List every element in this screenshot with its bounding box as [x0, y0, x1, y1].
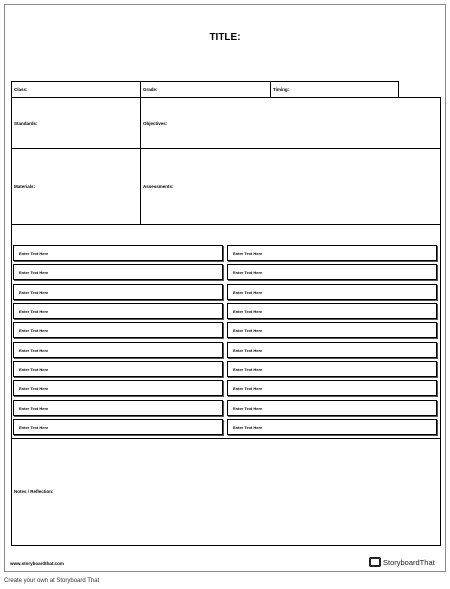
field-placeholder: Enter Text Here [233, 309, 263, 314]
field-placeholder: Enter Text Here [19, 367, 49, 372]
field-placeholder: Enter Text Here [19, 309, 49, 314]
brand-name: StoryboardThat [383, 557, 435, 567]
text-field-left-6[interactable] [13, 342, 223, 358]
text-field-right-8[interactable] [227, 380, 437, 396]
field-placeholder: Enter Text Here [19, 425, 49, 430]
notes-label: Notes / Reflection: [14, 489, 54, 494]
class-label: Class: [14, 87, 28, 92]
timing-cell[interactable] [270, 81, 399, 98]
text-field-right-1[interactable] [227, 245, 437, 261]
field-placeholder: Enter Text Here [233, 406, 263, 411]
text-field-right-7[interactable] [227, 361, 437, 377]
text-field-left-8[interactable] [13, 380, 223, 396]
field-placeholder: Enter Text Here [233, 290, 263, 295]
storyboardthat-logo [369, 557, 435, 567]
footer-url: www.storyboardthat.com [10, 561, 64, 566]
field-placeholder: Enter Text Here [233, 270, 263, 275]
text-field-left-10[interactable] [13, 419, 223, 435]
field-placeholder: Enter Text Here [233, 328, 263, 333]
grade-cell[interactable] [140, 81, 271, 98]
notes-cell[interactable] [11, 438, 441, 546]
field-placeholder: Enter Text Here [19, 348, 49, 353]
field-placeholder: Enter Text Here [233, 425, 263, 430]
class-cell[interactable] [11, 81, 141, 98]
assessments-cell[interactable] [140, 148, 441, 225]
text-field-left-3[interactable] [13, 284, 223, 300]
text-field-right-5[interactable] [227, 322, 437, 338]
text-field-right-6[interactable] [227, 342, 437, 358]
assessments-label: Assessments: [143, 184, 174, 189]
field-placeholder: Enter Text Here [233, 367, 263, 372]
objectives-label: Objectives: [143, 121, 168, 126]
text-field-left-1[interactable] [13, 245, 223, 261]
field-placeholder: Enter Text Here [233, 348, 263, 353]
storyboard-icon [369, 557, 381, 567]
text-field-right-4[interactable] [227, 303, 437, 319]
text-field-left-9[interactable] [13, 400, 223, 416]
materials-label: Materials: [14, 184, 36, 189]
field-placeholder: Enter Text Here [19, 270, 49, 275]
timing-label: Timing: [273, 87, 290, 92]
text-field-right-10[interactable] [227, 419, 437, 435]
field-placeholder: Enter Text Here [19, 290, 49, 295]
field-placeholder: Enter Text Here [19, 251, 49, 256]
objectives-cell[interactable] [140, 97, 441, 149]
grade-label: Grade: [143, 87, 158, 92]
text-field-left-2[interactable] [13, 264, 223, 280]
field-placeholder: Enter Text Here [19, 328, 49, 333]
text-field-left-5[interactable] [13, 322, 223, 338]
worksheet-title[interactable]: TITLE: [209, 32, 241, 43]
field-placeholder: Enter Text Here [233, 251, 263, 256]
text-field-left-4[interactable] [13, 303, 223, 319]
field-placeholder: Enter Text Here [19, 406, 49, 411]
standards-label: Standards: [14, 121, 38, 126]
text-field-left-7[interactable] [13, 361, 223, 377]
text-field-right-2[interactable] [227, 264, 437, 280]
text-field-right-3[interactable] [227, 284, 437, 300]
create-your-own-caption[interactable]: Create your own at Storyboard That [4, 578, 100, 584]
field-placeholder: Enter Text Here [19, 386, 49, 391]
field-placeholder: Enter Text Here [233, 386, 263, 391]
text-field-right-9[interactable] [227, 400, 437, 416]
